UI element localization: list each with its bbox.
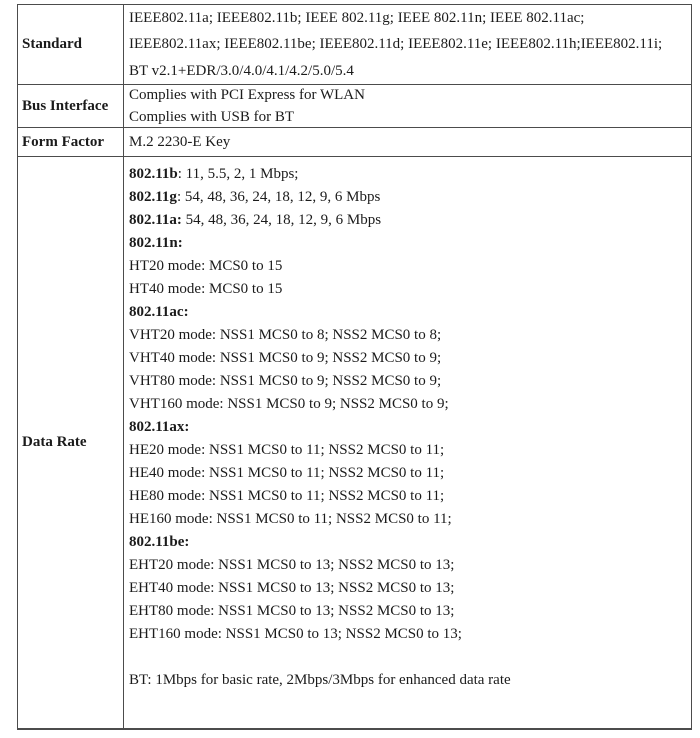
- data-rate-line-vht40: [129, 347, 691, 370]
- data-rate-line-bold: 802.11n:: [129, 235, 183, 251]
- data-rate-line-text: EHT40 mode: NSS1 MCS0 to 13; NSS2 MCS0 to 13;: [129, 580, 455, 596]
- row-label-form-factor: Form Factor: [18, 128, 124, 156]
- data-rate-line-text: BT: 1Mbps for basic rate, 2Mbps/3Mbps for enhanced data rate: [129, 672, 511, 688]
- spec-row-data-rate: [18, 156, 691, 728]
- data-rate-line-text: 54, 48, 36, 24, 18, 12, 9, 6 Mbps: [181, 212, 382, 228]
- data-rate-line-text: HE40 mode: NSS1 MCS0 to 11; NSS2 MCS0 to 11;: [129, 465, 445, 481]
- data-rate-line-eht20: [129, 554, 691, 577]
- data-rate-heading-80211ax: [129, 416, 691, 439]
- data-rate-line-ht20: [129, 255, 691, 278]
- standard-line: IEEE802.11a; IEEE802.11b; IEEE 802.11g; IEEE 802.11n; IEEE 802.11ac;: [129, 10, 585, 26]
- data-rate-line-bold: 802.11be:: [129, 534, 190, 550]
- data-rate-line-80211a: [129, 209, 691, 232]
- data-rate-line-text: VHT20 mode: NSS1 MCS0 to 8; NSS2 MCS0 to 8;: [129, 327, 442, 343]
- data-rate-line-text: : 54, 48, 36, 24, 18, 12, 9, 6 Mbps: [176, 189, 381, 205]
- form-factor-line: M.2 2230-E Key: [129, 134, 231, 150]
- data-rate-line-80211g: [129, 186, 691, 209]
- spec-row-form-factor: [18, 127, 691, 156]
- data-rate-line-he160: [129, 508, 691, 531]
- data-rate-line-eht80: [129, 600, 691, 623]
- data-rate-heading-80211be: [129, 531, 691, 554]
- data-rate-spacer-line: [129, 646, 691, 669]
- data-rate-line-text: HT40 mode: MCS0 to 15: [129, 281, 283, 297]
- spec-row-bus-interface: [18, 84, 691, 127]
- standard-line: IEEE802.11ax; IEEE802.11be; IEEE802.11d; IEEE802.11e; IEEE802.11h;IEEE802.11i;: [129, 36, 663, 53]
- row-label-bus-interface: Bus Interface: [18, 85, 124, 127]
- data-rate-line-eht40: [129, 577, 691, 600]
- data-rate-line-bold: 802.11b: [129, 166, 178, 182]
- row-value-data-rate: [124, 157, 691, 728]
- bus-interface-line: Complies with PCI Express for WLAN: [129, 87, 365, 103]
- data-rate-line-text: VHT40 mode: NSS1 MCS0 to 9; NSS2 MCS0 to 9;: [129, 350, 442, 366]
- standard-line: BT v2.1+EDR/3.0/4.0/4.1/4.2/5.0/5.4: [129, 62, 354, 79]
- row-label-standard: Standard: [18, 5, 124, 84]
- row-label-data-rate: Data Rate: [18, 157, 124, 728]
- data-rate-line-bt: [129, 669, 691, 692]
- data-rate-line-he40: [129, 462, 691, 485]
- data-rate-line-bold: 802.11ax:: [129, 419, 190, 435]
- data-rate-line-ht40: [129, 278, 691, 301]
- data-rate-line-vht80: [129, 370, 691, 393]
- spec-row-standard: [18, 5, 691, 84]
- data-rate-line-text: EHT160 mode: NSS1 MCS0 to 13; NSS2 MCS0 to 13;: [129, 626, 462, 642]
- data-rate-line-he80: [129, 485, 691, 508]
- data-rate-line-vht20: [129, 324, 691, 347]
- data-rate-line-text: HE160 mode: NSS1 MCS0 to 11; NSS2 MCS0 to 11;: [129, 511, 452, 527]
- data-rate-line-text: HE20 mode: NSS1 MCS0 to 11; NSS2 MCS0 to 11;: [129, 442, 445, 458]
- data-rate-line-vht160: [129, 393, 691, 416]
- data-rate-line-text: EHT80 mode: NSS1 MCS0 to 13; NSS2 MCS0 to 13;: [129, 603, 455, 619]
- data-rate-line-eht160: [129, 623, 691, 646]
- data-rate-heading-80211n: [129, 232, 691, 255]
- spec-table: [17, 4, 692, 730]
- data-rate-line-text: : 11, 5.5, 2, 1 Mbps;: [177, 166, 299, 182]
- data-rate-line-bold: 802.11g: [129, 189, 177, 205]
- data-rate-line-bold: 802.11a:: [129, 212, 182, 228]
- row-value-bus-interface: [124, 85, 691, 127]
- data-rate-line-80211b: [129, 163, 691, 186]
- bus-interface-line: Complies with USB for BT: [129, 108, 295, 125]
- data-rate-heading-80211ac: [129, 301, 691, 324]
- data-rate-line-text: HT20 mode: MCS0 to 15: [129, 258, 283, 274]
- data-rate-line-text: HE80 mode: NSS1 MCS0 to 11; NSS2 MCS0 to 11;: [129, 488, 445, 504]
- row-value-standard: [124, 5, 691, 84]
- row-value-form-factor: [124, 128, 691, 156]
- data-rate-line-text: VHT80 mode: NSS1 MCS0 to 9; NSS2 MCS0 to 9;: [129, 373, 442, 389]
- data-rate-line-bold: 802.11ac:: [129, 304, 189, 320]
- data-rate-line-text: EHT20 mode: NSS1 MCS0 to 13; NSS2 MCS0 to 13;: [129, 557, 455, 573]
- data-rate-line-he20: [129, 439, 691, 462]
- data-rate-line-text: VHT160 mode: NSS1 MCS0 to 9; NSS2 MCS0 to 9;: [129, 396, 449, 412]
